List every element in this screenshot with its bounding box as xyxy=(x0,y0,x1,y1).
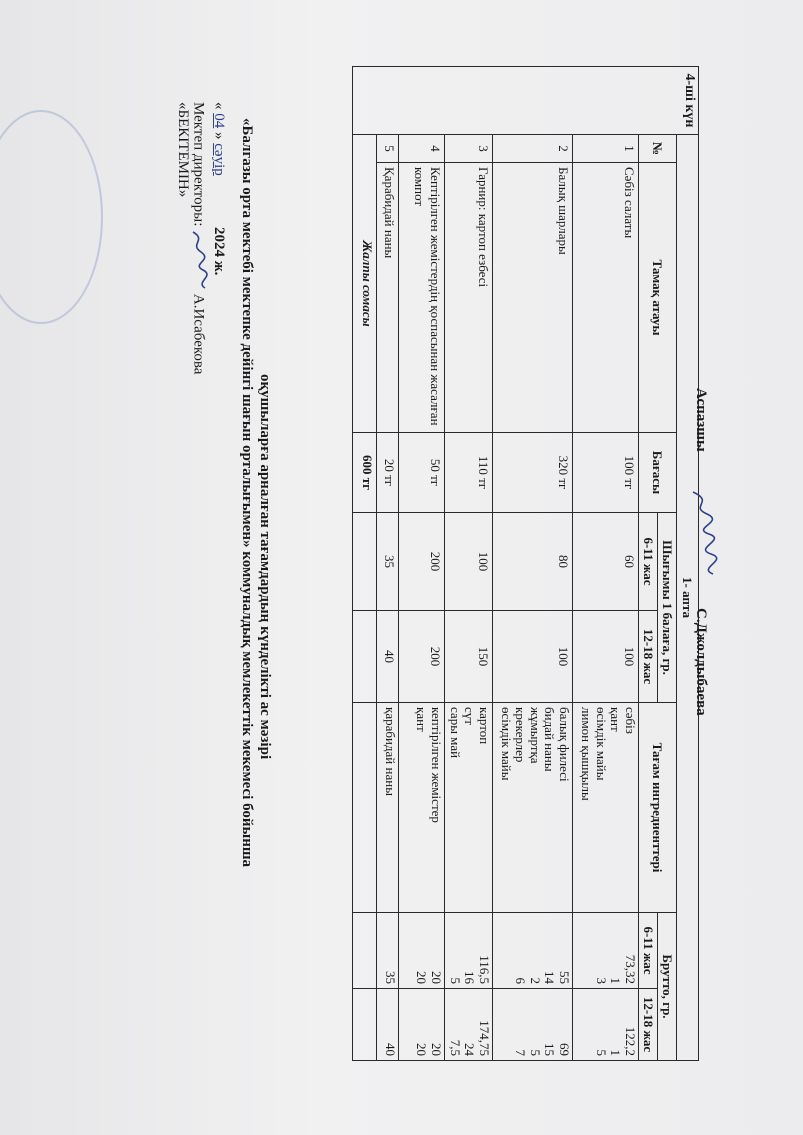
cook-name: С.Джолдыбаева xyxy=(693,608,709,716)
brutto-value: 7,5 xyxy=(448,1039,463,1056)
dish-price: 100 тг xyxy=(573,433,639,513)
brutto-value: 20 xyxy=(414,1043,430,1056)
col-brutto: Брутто, гр. xyxy=(658,913,677,1061)
day-label: 4-ші күн xyxy=(353,67,699,135)
yield-1: 100 xyxy=(445,513,493,611)
date-mid: » xyxy=(211,128,227,144)
brutto-value: 35 xyxy=(383,971,398,984)
brutto-value: 122,2 xyxy=(623,1026,638,1056)
brutto-value: 15 xyxy=(542,1043,558,1056)
brutto-1 xyxy=(377,913,399,989)
date-year: 2024 ж. xyxy=(211,227,227,276)
brutto-value: 116,5 xyxy=(477,955,492,984)
ingredient: өсімдік майы xyxy=(594,707,609,781)
ingredient: крекерлер xyxy=(513,707,529,763)
ingredient: сары май xyxy=(448,707,463,759)
dish-name: Қарабидай наны xyxy=(377,163,399,433)
brutto-age-2: 12-18 жас xyxy=(639,989,658,1061)
dish-price: 20 тг xyxy=(377,433,399,513)
table-row xyxy=(573,67,639,1061)
brutto-value: 40 xyxy=(383,1043,398,1056)
yield-1: 80 xyxy=(493,513,573,611)
dish-name: Балық шарлары xyxy=(493,163,573,433)
yield-1: 35 xyxy=(377,513,399,611)
table-header-row xyxy=(658,67,677,1061)
brutto-value: 3 xyxy=(594,977,609,984)
school-stamp xyxy=(0,110,103,324)
row-no: 1 xyxy=(573,135,639,163)
date-month: сәуір xyxy=(211,143,227,176)
document-title: «Балгазы орта мектебі мектепке дейінгі шағын орталығымен» коммуналдық мемлекеттік мекемесі бойынша xyxy=(239,118,255,868)
ingredient: сәбіз xyxy=(623,707,638,734)
yield-2: 100 xyxy=(573,611,639,703)
ingredient: лимон қышқылы xyxy=(579,707,595,801)
row-no: 3 xyxy=(445,135,493,163)
dish-price: 110 тг xyxy=(445,433,493,513)
menu-table xyxy=(352,66,699,1061)
ingredients xyxy=(573,703,639,913)
ingredient: кептірілген жемістер xyxy=(429,707,444,823)
dish-name: Гарнир: картоп езбесі xyxy=(445,163,493,433)
brutto-2 xyxy=(377,989,399,1061)
col-ingredients: Тағам ингредиенттері xyxy=(639,703,677,913)
row-no: 4 xyxy=(399,135,445,163)
table-row xyxy=(399,67,445,1061)
brutto-value: 24 xyxy=(462,1043,478,1056)
week-label: 1- апта xyxy=(677,135,699,1061)
brutto-1 xyxy=(573,913,639,989)
brutto-value: 174,75 xyxy=(477,1020,492,1056)
brutto-2 xyxy=(445,989,493,1061)
ingredient: қант xyxy=(414,707,430,732)
row-no: 5 xyxy=(377,135,399,163)
yield-2: 40 xyxy=(377,611,399,703)
dish-price: 320 тг xyxy=(493,433,573,513)
empty-cell xyxy=(353,513,377,611)
ingredient: өсімдік майы xyxy=(499,707,514,781)
empty-cell xyxy=(353,913,377,989)
table-row xyxy=(445,67,493,1061)
brutto-value: 16 xyxy=(462,971,478,984)
brutto-2 xyxy=(493,989,573,1061)
yield-2: 150 xyxy=(445,611,493,703)
total-label: Жалпы сомасы xyxy=(353,135,377,433)
yield-2: 200 xyxy=(399,611,445,703)
brutto-1 xyxy=(493,913,573,989)
brutto-value: 5 xyxy=(594,1049,609,1056)
ingredient: балық филесі xyxy=(557,707,572,782)
approval-date xyxy=(210,102,227,275)
brutto-2 xyxy=(573,989,639,1061)
brutto-1 xyxy=(445,913,493,989)
ingredient: жұмыртқа xyxy=(528,707,543,764)
date-day: 04 xyxy=(211,113,227,129)
approval-heading: «БЕКІТЕМІН» xyxy=(175,102,191,198)
brutto-value: 1 xyxy=(608,1049,624,1056)
total-value: 600 тг xyxy=(353,433,377,513)
brutto-value: 69 xyxy=(557,1043,572,1056)
director-signature xyxy=(187,230,209,290)
table-row xyxy=(377,67,399,1061)
brutto-value: 7 xyxy=(513,1049,529,1056)
brutto-value: 5 xyxy=(528,1049,543,1056)
ingredients xyxy=(493,703,573,913)
table-row xyxy=(493,67,573,1061)
ingredient: қарабидай наны xyxy=(383,707,398,796)
brutto-value: 20 xyxy=(429,1043,444,1056)
brutto-2 xyxy=(399,989,445,1061)
ingredients xyxy=(377,703,399,913)
brutto-value: 20 xyxy=(414,971,430,984)
date-prefix: « xyxy=(211,102,227,114)
ingredients xyxy=(445,703,493,913)
brutto-value: 1 xyxy=(608,977,624,984)
brutto-age-1: 6-11 жас xyxy=(639,913,658,989)
brutto-value: 55 xyxy=(557,971,572,984)
yield-2: 100 xyxy=(493,611,573,703)
yield-1: 60 xyxy=(573,513,639,611)
ingredient: сүт xyxy=(462,707,478,725)
brutto-value: 6 xyxy=(513,977,529,984)
row-no: 2 xyxy=(493,135,573,163)
brutto-value: 73,32 xyxy=(623,954,638,984)
ingredients xyxy=(399,703,445,913)
yield-1: 200 xyxy=(399,513,445,611)
col-no: № xyxy=(639,135,677,163)
brutto-1 xyxy=(399,913,445,989)
dish-price: 50 тг xyxy=(399,433,445,513)
cook-label: Аспазшы xyxy=(693,388,709,452)
ingredient: бидай наны xyxy=(542,707,558,772)
yield-age-2: 12-18 жас xyxy=(639,611,658,703)
empty-cell xyxy=(353,703,377,913)
col-name: Тамақ атауы xyxy=(639,163,677,433)
col-price: Бағасы xyxy=(639,433,677,513)
cook-signature xyxy=(683,488,719,578)
director-label: Мектеп директоры: xyxy=(190,102,207,227)
director-name: А.Исабекова xyxy=(190,293,207,375)
brutto-value: 5 xyxy=(448,977,463,984)
total-row xyxy=(353,67,377,1061)
document-subtitle: оқушыларға арналған тағамдардың күнделікті ас мәзірі xyxy=(257,374,273,760)
brutto-value: 14 xyxy=(542,971,558,984)
dish-name: Сәбіз салаты xyxy=(573,163,639,433)
brutto-value: 2 xyxy=(528,977,543,984)
ingredient: қант xyxy=(608,707,624,732)
empty-cell xyxy=(353,611,377,703)
director-line xyxy=(187,102,209,374)
ingredient: картоп xyxy=(477,707,492,745)
dish-name: Кептірілген жемістердің қоспасынан жасалған компот xyxy=(399,163,445,433)
col-yield: Шығымы 1 балаға, гр. xyxy=(658,513,677,703)
yield-age-1: 6-11 жас xyxy=(639,513,658,611)
empty-cell xyxy=(353,989,377,1061)
brutto-value: 20 xyxy=(429,971,444,984)
